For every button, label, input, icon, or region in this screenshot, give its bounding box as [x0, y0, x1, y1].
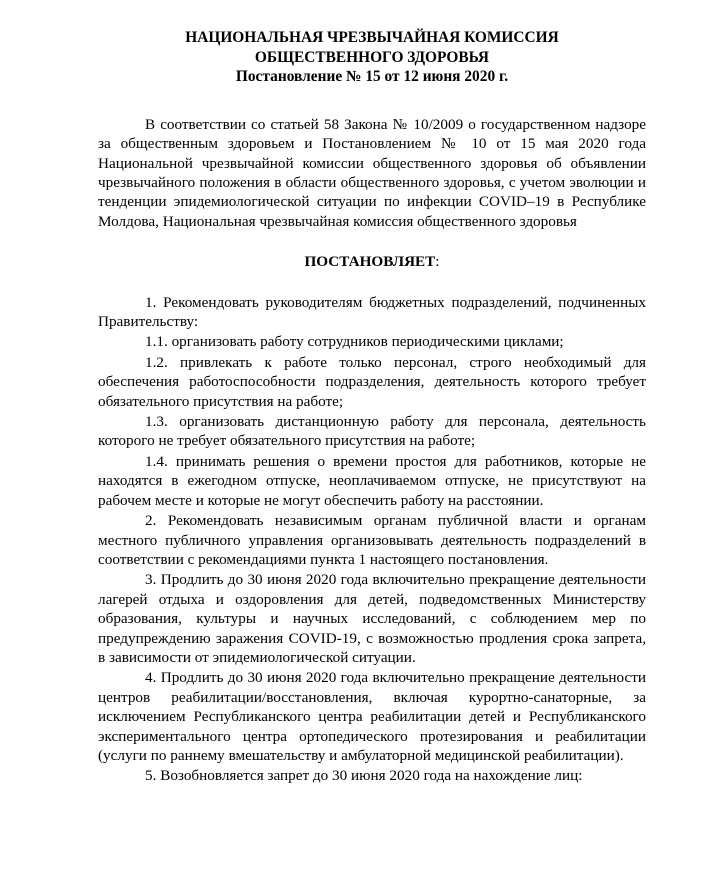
item-1-3: 1.3. организовать дистанционную работу для персонала, деятельность которого не требует обязательного присутствия на работе;: [98, 413, 646, 450]
preamble-paragraph: В соответствии со статьей 58 Закона № 10/2009 о государственном надзоре за общественным здоровьем и Постановлением № 10 от 15 мая 2020 года Национальной чрезвычайной комиссии общественного здоровья об объявлении чрезвычайного положения в области общественного здоровья, с учетом эволюции и тенденции эпидемиологической ситуации по инфекции COVID–19 в Республике Молдова, Национальная чрезвычайная комиссия общественного здоровья: [98, 115, 646, 230]
item-4: 4. Продлить до 30 июня 2020 года включительно прекращение деятельности центров реабилитации/восстановления, включая курортно-санаторные, за исключением Республиканского центра реабилитации детей и Республиканского экспериментального центра ортопедического протезирования и реабилитации (услуги по раннему вмешательству и амбулаторной медицинской реабилитации).: [98, 669, 646, 764]
header-line-3: Постановление № 15 от 12 июня 2020 г.: [235, 68, 509, 86]
item-1-1: 1.1. организовать работу сотрудников периодическими циклами;: [145, 333, 564, 351]
header-line-1: НАЦИОНАЛЬНАЯ ЧРЕЗВЫЧАЙНАЯ КОМИССИЯ: [185, 29, 559, 46]
item-5: 5. Возобновляется запрет до 30 июня 2020 года на нахождение лиц:: [145, 767, 583, 785]
decree-word: ПОСТАНОВЛЯЕТ: [304, 253, 436, 271]
item-1-2: 1.2. привлекать к работе только персонал, строго необходимый для обеспечения работоспособности подразделения, деятельность которого требует обязательного присутствия на работе;: [98, 353, 646, 410]
item-1: 1. Рекомендовать руководителям бюджетных подразделений, подчиненных Правительству:: [98, 293, 646, 331]
item-1-4: 1.4. принимать решения о времени простоя для работников, которые не находятся в ежегодном отпуске, неоплачиваемом отпуске, не присутствуют на рабочем месте и которые не могут обеспечить работу на расстоянии.: [98, 452, 646, 509]
decree-colon: :: [435, 253, 440, 271]
document-header: [98, 28, 646, 87]
header-line-2: ОБЩЕСТВЕННОГО ЗДОРОВЬЯ: [254, 48, 490, 66]
decree-heading: [98, 252, 646, 271]
item-3: 3. Продлить до 30 июня 2020 года включительно прекращение деятельности лагерей отдыха и оздоровления для детей, подведомственных Министерству образования, культуры и научных исследований, с соблюдением мер по предупреждению заражения COVID-19, с возможностью продления срока запрета, в зависимости от эпидемиологической ситуации.: [98, 571, 646, 666]
document-page: [98, 28, 646, 787]
item-2: 2. Рекомендовать независимым органам публичной власти и органам местного публичного управления организовывать деятельность подразделений в соответствии с рекомендациями пункта 1 настоящего постановления.: [98, 512, 646, 568]
